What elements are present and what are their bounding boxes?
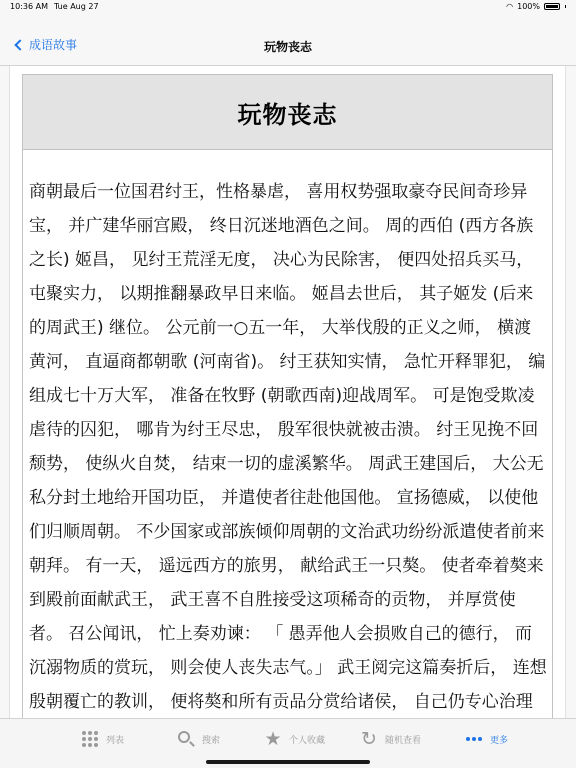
tab-favorites[interactable] bbox=[246, 719, 342, 759]
tab-list[interactable] bbox=[54, 719, 150, 759]
status-bar bbox=[0, 0, 576, 12]
story-title: 玩物丧志 bbox=[237, 100, 338, 129]
status-indicators bbox=[506, 2, 566, 11]
back-label: 成语故事 bbox=[29, 38, 78, 52]
star-icon: ★ bbox=[264, 727, 282, 750]
story-body: 商朝最后一位国君纣王，性格暴虐， 喜用权势强取豪夺民间奇珍异宝， 并广建华丽宫殿， 终日沉迷地酒色之间。 周的西伯 (西方各族之长) 姬昌， 见纣王荒淫无度， 决心为民除害， 便四处招兵买马， 屯聚实力， 以期推翻暴政早日来临。 姬昌去世后， 其子姬发 (后来的周武王) 继位。 公元前一○五一年， 大举伐殷的正义之师， 横渡黄河， 直逼商都朝歌 (河南省)。 纣王获知实情， 急忙开释罪犯， 编组成七十万大军， 准备在牧野 (朝歌西南)迎战周军。 可是饱受欺凌虐待的囚犯， 哪肯为纣王尽忠， 殷军很快就被击溃。 纣王见挽不回颓势， 使纵火自焚， 结束一切的虚溪繁华。 周武王建国后， 大公无私分封土地给开国功臣， 并遣使者往赴他国他。 宣扬德威， 以使他们归顺周朝。 不少国家或部族倾仰周朝的文治武功纷纷派遣使者前来朝拜。 有一天， 遥远西方的旅男， 献给武王一只獒。 使者牵着獒来到殿前面献武王， 武王喜不自胜接受这项稀奇的贡物， 并厚赏使者。 召公闻讯， 忙上奏劝谏： 「 愚弄他人会损败自己的德行， 而沉溺物质的赏玩， 则会使人丧失志气。」 武王阅完这篇奏折后， 连想殷朝覆亡的教训， 便将獒和所有贡品分赏给诸侯， 自己仍专心治理 bbox=[29, 182, 547, 712]
navigation-bar bbox=[0, 12, 576, 66]
story-title-box bbox=[22, 74, 553, 150]
tab-list-label: 列表 bbox=[105, 735, 124, 746]
refresh-icon: ↻ bbox=[361, 727, 377, 750]
tab-favorites-label: 个人收藏 bbox=[288, 735, 325, 746]
battery-percent: 100% bbox=[517, 1, 540, 11]
tab-search[interactable] bbox=[150, 719, 246, 759]
tab-search-label: 搜索 bbox=[201, 735, 220, 746]
status-date: Tue Aug 27 bbox=[53, 1, 99, 11]
battery-icon bbox=[544, 3, 560, 10]
story-content[interactable] bbox=[9, 66, 566, 718]
story-text-box bbox=[22, 150, 553, 750]
tab-random[interactable] bbox=[342, 719, 438, 759]
tab-more[interactable] bbox=[438, 719, 534, 759]
home-indicator bbox=[206, 760, 370, 764]
status-time-date bbox=[10, 2, 99, 11]
search-icon bbox=[176, 729, 196, 749]
tab-more-label: 更多 bbox=[489, 735, 508, 746]
battery-tip-icon bbox=[565, 5, 566, 8]
wifi-icon: ◠ bbox=[506, 1, 514, 11]
more-icon bbox=[464, 729, 484, 749]
tab-random-label: 随机查看 bbox=[384, 735, 421, 746]
grid-icon bbox=[80, 729, 100, 749]
page-title: 玩物丧志 bbox=[263, 40, 312, 54]
status-time: 10:36 AM bbox=[10, 1, 48, 11]
